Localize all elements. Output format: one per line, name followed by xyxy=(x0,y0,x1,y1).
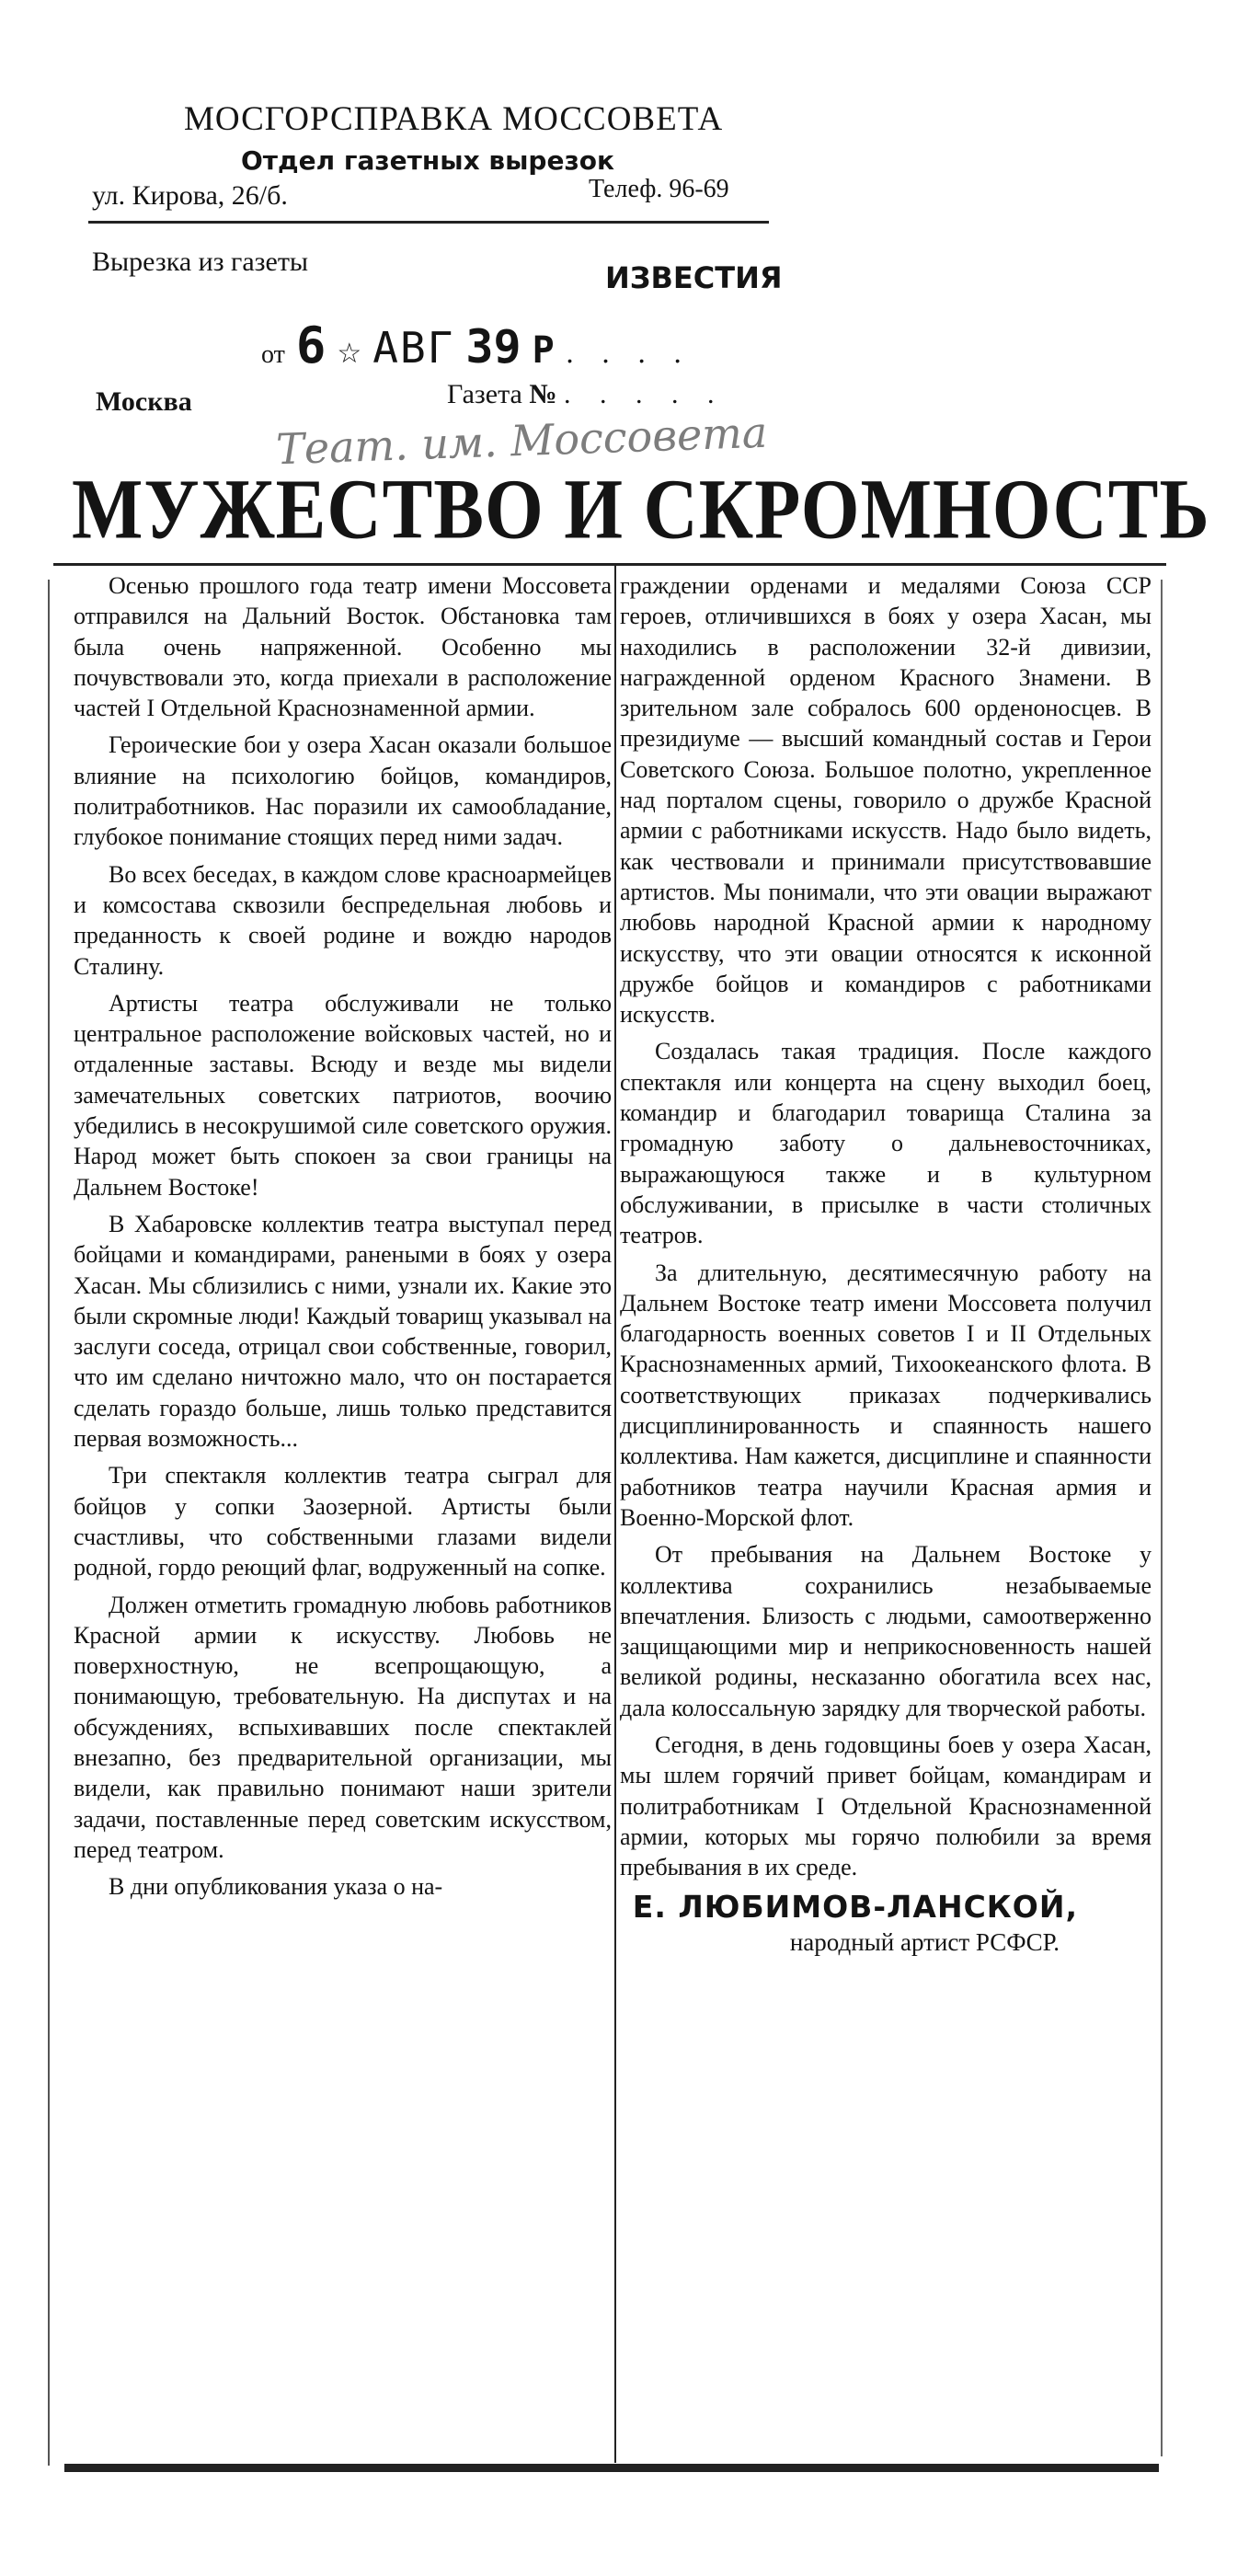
agency-name: МОСГОРСПРАВКА МОССОВЕТА xyxy=(184,100,724,138)
date-suffix: Р xyxy=(532,329,555,372)
gazeta-dots: . . . . . xyxy=(564,379,726,409)
paragraph: Сегодня, в день годовщины боев у озера Хасан, мы шлем горячий привет бойцам, командирам и политработникам I Отдельной Краснознаменной армии, которых мы горячо полюбили за время пребывания в их среде. xyxy=(620,1731,1152,1881)
gazeta-label-row xyxy=(447,379,726,410)
article-headline: МУЖЕСТВО И СКРОМНОСТЬ xyxy=(72,461,1210,557)
department-name: Отдел газетных вырезок xyxy=(241,145,614,176)
date-year: 39 xyxy=(465,320,521,374)
date-month: АВГ xyxy=(372,323,455,373)
paragraph: Артисты театра обслуживали не только центральное расположение войсковых частей, но и отдаленные заставы. Всюду и везде мы видели замечательных советских патриотов, воочию убедились в несокрушимой силе советского оружия. Народ может быть спокоен за свои границы на Дальнем Востоке! xyxy=(74,989,612,1201)
date-stamp xyxy=(261,316,691,374)
cutting-label: Вырезка из газеты xyxy=(92,247,309,277)
paragraph: Осенью прошлого года театр имени Моссовета отправился на Дальний Восток. Обстановка там была очень напряженной. Особенно мы почувствовали это, когда приехали в расположение частей I Отдельной Краснознаменной армии. xyxy=(74,572,612,722)
paragraph: В Хабаровске коллектив театра выступал перед бойцами и командирами, ранеными в боях у озера Хасан. Мы сблизились с ними, узнали их. Какие это были скромные люди! Каждый товарищ указывал на заслуги соседа, отрицал свои собственные, говорил, что им сделано ничтожно мало, что он постарается сделать гораздо больше, лишь только представится первая возможность... xyxy=(74,1210,612,1453)
star-icon: ☆ xyxy=(337,338,362,370)
column-divider xyxy=(614,566,616,2463)
author-name: Е. ЛЮБИМОВ-ЛАНСКОЙ, xyxy=(632,1889,1078,1926)
article-right-column xyxy=(620,570,1152,1959)
paragraph: В дни опубликования указа о на- xyxy=(109,1873,443,1901)
date-day: 6 xyxy=(295,316,327,374)
bottom-rule xyxy=(64,2464,1159,2472)
paragraph: Героические бои у озера Хасан оказали большое влияние на психологию бойцов, командиров, политработников. Нас поразили их самообладание, глубокое понимание стоящих перед ними задач. xyxy=(74,731,612,851)
agency-phone: Телеф. 96-69 xyxy=(589,175,729,203)
paragraph: Три спектакля коллектив театра сыграл для бойцов у сопки Заозерной. Артисты были счастливы, что собственными глазами видели родной, гордо реющий флаг, водруженный на сопке. xyxy=(74,1462,612,1581)
agency-address: ул. Кирова, 26/б. xyxy=(92,180,288,211)
paragraph: Создалась такая традиция. После каждого спектакля или концерта на сцену выходил боец, командир и благодарил товарища Сталина за громадную заботу о дальневосточниках, выражающуюся также и в культурном обслуживании, в присылке в части столичных театров. xyxy=(620,1038,1152,1249)
paragraph: Должен отметить громадную любовь работников Красной армии к искусству. Любовь не поверхностную, не всепрощающую, а понимающую, требовательную. На диспутах и на обсуждениях, вспыхивавших после спектаклей внезапно, без предварительной организации, мы видели, как правильно понимают наши зрители задачи, поставленные перед советским искусством, перед театром. xyxy=(74,1591,612,1863)
newspaper-name: ИЗВЕСТИЯ xyxy=(605,260,783,295)
left-border xyxy=(48,580,50,2466)
right-border xyxy=(1161,580,1163,2456)
paragraph: От пребывания на Дальнем Востоке у коллектива сохранились незабываемые впечатления. Близость с людьми, самоотверженно защищающими мир и неприкосновенность нашей великой родины, несказанно обогатила всех нас, дала колоссальную зарядку для творческой работы. xyxy=(620,1541,1152,1721)
paragraph: За длительную, десятимесячную работу на Дальнем Востоке театр имени Моссовета получил благодарность военных советов I и II Отдельных Краснознаменных армий, Тихоокеанского флота. В соответствующих приказах подчеркивались дисциплинированность и спаянность нашего коллектива. Нам кажется, дисциплине и спаянности работников театра научили Красная армия и Военно-Морской флот. xyxy=(620,1259,1152,1531)
date-dots: . . . . xyxy=(565,338,692,370)
gazeta-label: Газета xyxy=(447,379,522,409)
city-label: Москва xyxy=(96,386,192,417)
header-divider xyxy=(88,221,769,224)
paragraph: граждении орденами и медалями Союза ССР героев, отличившихся в боях у озера Хасан, мы находились в расположении 32-й дивизии, награжденной орденом Красного Знамени. В зрительном зале собралось 600 орденоносцев. В президиуме — высший командный состав и Герои Советского Союза. Большое полотно, укрепленное над порталом сцены, говорило о дружбе Красной армии с работниками искусств. Надо было видеть, как чествовали и принимали присутствовавшие артистов. Мы понимали, что эти овации выражают любовь народной Красной армии к народному искусству, что эти овации относятся к исконной дружбе бойцов и командиров с работниками искусств. xyxy=(620,572,1152,1029)
handwritten-note: Теат. им. Моссовета xyxy=(275,407,769,475)
gazeta-number-label: № xyxy=(529,379,557,409)
author-title: народный артист РСФСР. xyxy=(789,1928,1060,1957)
date-prefix: от xyxy=(261,340,285,369)
headline-divider xyxy=(53,563,1166,566)
article-left-column xyxy=(74,570,612,1908)
paragraph: Во всех беседах, в каждом слове красноармейцев и комсостава сквозили беспредельная любовь и преданность к своей родине и вождю народов Сталину. xyxy=(74,860,612,980)
